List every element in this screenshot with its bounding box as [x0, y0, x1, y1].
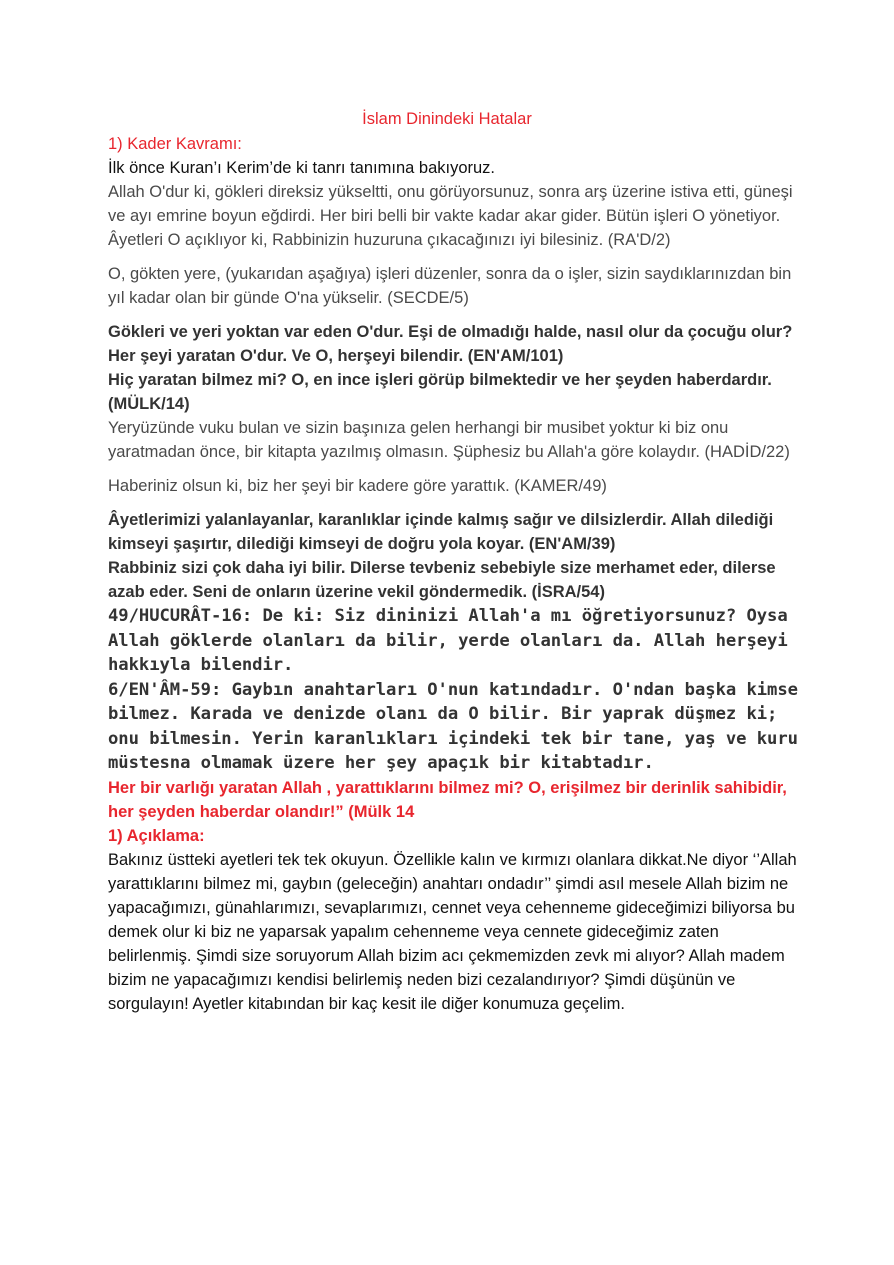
- explanation-heading: 1) Açıklama:: [108, 826, 205, 845]
- explanation-text: Bakınız üstteki ayetleri tek tek okuyun. Özellikle kalın ve kırmızı olanlara dikkat.Ne diyor ‘’Allah yarattıklarını bilmez mi, gaybın (geleceğin) anahtarı ondadır’’ şimdi asıl mesele Allah bizim ne yapacağımızı, günahlarımızı, sevaplarımızı, cennet veya cehenneme gideceğimizi biliyorsa bu demek olur ki biz ne yaparsak yapalım cehenneme veya cennete gideceğimiz zaten belirlenmiş. Şimdi size soruyorum Allah bizim acı çekmemizden zevk mi alıyor? Allah madem bizim ne yapacağımızı kendisi belirlemiş neden bizi cezalandırıyor? Şimdi düşünün ve sorgulayın! Ayetler kitabından bir kaç kesit ile diğer konumuza geçelim.: [108, 850, 797, 1013]
- intro-line: İlk önce Kuran’ı Kerim’de ki tanrı tanımına bakıyoruz.: [108, 159, 496, 177]
- section-heading-kader: 1) Kader Kavramı:: [108, 135, 242, 153]
- verse-mulk-14-highlight: Her bir varlığı yaratan Allah , yarattıklarını bilmez mi? O, erişilmez bir derinlik sahibidir, her şeyden haberdar olandır!” (Mülk 14: [108, 778, 787, 821]
- verse-kamer: Haberiniz olsun ki, biz her şeyi bir kadere göre yarattık. (KAMER/49): [108, 477, 607, 495]
- verse-enam-59: 6/EN'ÂM-59: Gaybın anahtarları O'nun katındadır. O'ndan başka kimse bilmez. Karada ve denizde olanı da O bilir. Bir yaprak düşmez ki; onu bilmesin. Yerin karanlıkları içindeki tek bir tane, yaş ve kuru müstesna olmamak üzere her şey apaçık bir kitabtadır.: [108, 679, 798, 773]
- verse-mulk-14: Hiç yaratan bilmez mi? O, en ince işleri görüp bilmektedir ve her şeyden haberdardır. (MÜLK/14): [108, 371, 772, 413]
- verse-hadid: Yeryüzünde vuku bulan ve sizin başınıza gelen herhangi bir musibet yoktur ki biz onu yaratmadan önce, bir kitapta yazılmış olmasın. Şüphesiz bu Allah'a göre kolaydır. (HADİD/22): [108, 419, 790, 461]
- verse-hucurat: 49/HUCURÂT-16: De ki: Siz dininizi Allah'a mı öğretiyorsunuz? Oysa Allah göklerde olanları da bilir, yerde olanları da. Allah herşeyi hakkıyla bilendir.: [108, 606, 788, 675]
- verse-enam-39: Âyetlerimizi yalanlayanlar, karanlıklar içinde kalmış sağır ve dilsizlerdir. Allah dilediği kimseyi şaşırtır, dilediği kimseyi de doğru yola koyar. (EN'AM/39): [108, 511, 774, 553]
- verse-secde: O, gökten yere, (yukarıdan aşağıya) işleri düzenler, sonra da o işler, sizin saydıklarınızdan bin yıl kadar olan bir günde O'na yükselir. (SECDE/5): [108, 265, 792, 307]
- document-body: [108, 132, 798, 1016]
- verse-rad: Allah O'dur ki, gökleri direksiz yükseltti, onu görüyorsunuz, sonra arş üzerine istiva etti, güneşi ve ayı emrine boyun eğdirdi. Her biri belli bir vakte kadar akar gider. Bütün işleri O yönetiyor. Âyetleri O açıklıyor ki, Rabbinizin huzuruna çıkacağınızı iyi bilesiniz. (RA'D/2): [108, 183, 793, 249]
- verse-enam-101: Gökleri ve yeri yoktan var eden O'dur. Eşi de olmadığı halde, nasıl olur da çocuğu olur? Her şeyi yaratan O'dur. Ve O, herşeyi bilendir. (EN'AM/101): [108, 323, 793, 365]
- document-title: İslam Dinindeki Hatalar: [362, 110, 532, 128]
- verse-isra: Rabbiniz sizi çok daha iyi bilir. Dilerse tevbeniz sebebiyle size merhamet eder, dilerse azab eder. Seni de onların üzerine vekil göndermedik. (İSRA/54): [108, 559, 776, 601]
